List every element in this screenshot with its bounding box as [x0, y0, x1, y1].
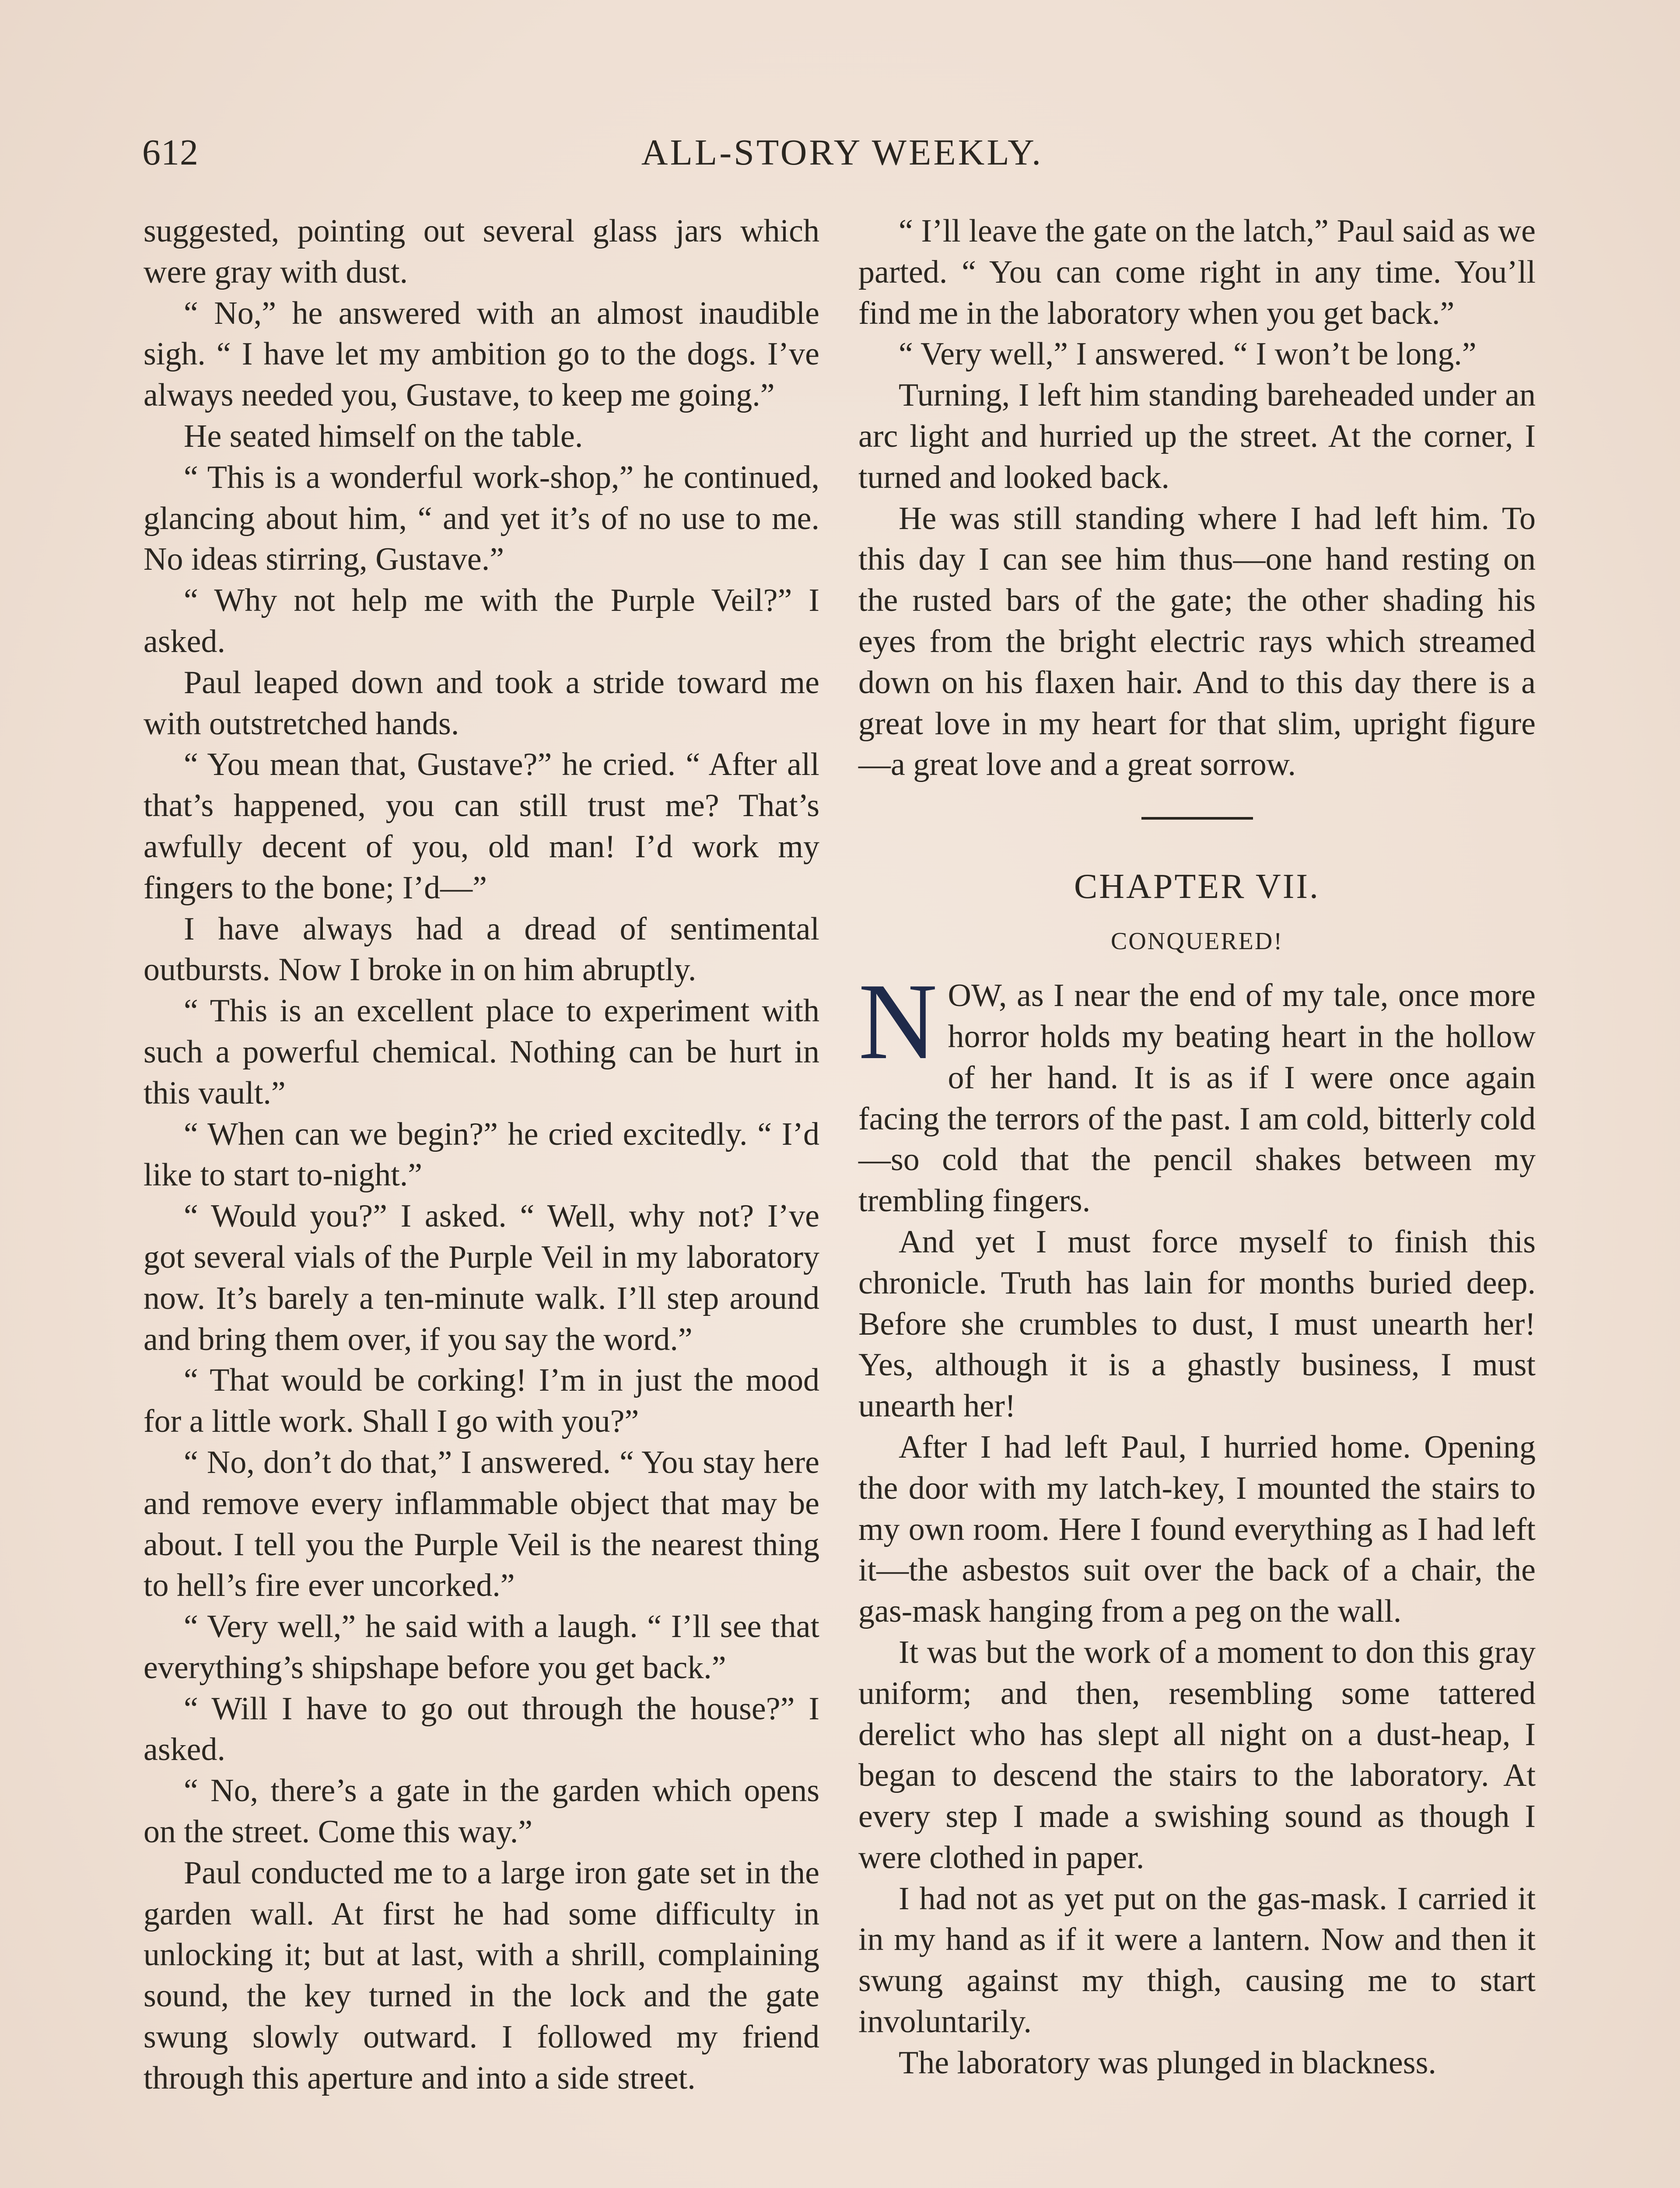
paragraph: “ No, there’s a gate in the garden which opens on the street. Come this way.” — [144, 1773, 819, 1850]
paragraph: “ This is an excellent place to experiment with such a powerful chemical. Nothing can be hurt in this vault.” — [144, 993, 819, 1111]
paragraph: “ When can we begin?” he cried excitedly. “ I’d like to start to-night.” — [144, 1116, 819, 1193]
page-number: 612 — [142, 132, 199, 173]
paragraph: Paul leaped down and took a stride toward me with outstretched hands. — [144, 664, 819, 742]
paragraph: “ Very well,” I answered. “ I won’t be long.” — [899, 336, 1477, 372]
page-header — [142, 131, 1542, 184]
paragraph: “ No, don’t do that,” I answered. “ You stay here and remove every inflammable object that may be about. I tell you the Purple Veil is the nearest thing to hell’s fire ever uncorked.” — [144, 1444, 819, 1604]
paragraph: “ I’ll leave the gate on the latch,” Paul said as we parted. “ You can come right in any time. You’ll find me in the laboratory when you get back.” — [858, 213, 1536, 331]
opening-text: OW, as I near the end of my tale, once more horror holds my beating heart in the hollow of her hand. It is as if I were once again facing the terrors of the past. I am cold, bitterly cold—so cold that the pencil shakes between my trembling fingers. — [858, 978, 1536, 1219]
left-column — [144, 211, 819, 2099]
paragraph: suggested, pointing out several glass jars which were gray with dust. — [144, 213, 819, 290]
paragraph: And yet I must force myself to finish this chronicle. Truth has lain for months buried deep. Before she crumbles to dust, I must unearth her! Yes, although it is a ghastly business, I must unearth her! — [858, 1224, 1536, 1424]
paragraph: “ Very well,” he said with a laugh. “ I’ll see that everything’s shipshape before you get back.” — [144, 1609, 819, 1686]
paragraph: Turning, I left him standing bareheaded under an arc light and hurried up the street. At the corner, I turned and looked back. — [858, 377, 1536, 495]
chapter-subtitle: CONQUERED! — [1111, 928, 1283, 955]
paragraph: “ That would be corking! I’m in just the mood for a little work. Shall I go with you?” — [144, 1362, 819, 1440]
paragraph: He was still standing where I had left him. To this day I can see him thus—one hand resting on the rusted bars of the gate; the other shading his eyes from the bright electric rays which streamed down on his flaxen hair. And to this day there is a great love in my heart for that slim, upright figure—a great love and a great sorrow. — [858, 500, 1536, 783]
paragraph: “ Will I have to go out through the house?” I asked. — [144, 1690, 819, 1768]
paragraph: The laboratory was plunged in blackness. — [899, 2044, 1436, 2081]
paragraph: Paul conducted me to a large iron gate set in the garden wall. At first he had some difficulty in unlocking it; but at last, with a shrill, complaining sound, the key turned in the lock and the gate swung slowly outward. I followed my friend through this aperture and into a side street. — [144, 1855, 819, 2096]
drop-cap: N — [858, 961, 938, 1083]
paragraph: “ No,” he answered with an almost inaudible sigh. “ I have let my ambition go to the dogs. I’ve always needed you, Gustave, to keep me going.” — [144, 295, 819, 414]
paragraph: “ Why not help me with the Purple Veil?” I asked. — [144, 582, 819, 659]
paragraph: He seated himself on the table. — [184, 418, 583, 454]
right-column — [858, 211, 1536, 2084]
paragraph: It was but the work of a moment to don this gray uniform; and then, resembling some tattered derelict who has slept all night on a dust-heap, I began to descend the stairs to the laboratory. At every step I made a swishing sound as though I were clothed in paper. — [858, 1634, 1536, 1876]
running-head: ALL-STORY WEEKLY. — [641, 132, 1043, 173]
paragraph: After I had left Paul, I hurried home. Opening the door with my latch-key, I mounted the stairs to my own room. Here I found everything as I had left it—the asbestos suit over the back of a chair, the gas-mask hanging from a peg on the wall. — [858, 1429, 1536, 1630]
paragraph: I had not as yet put on the gas-mask. I carried it in my hand as if it were a lantern. Now and then it swung against my thigh, causing me to start involuntarily. — [858, 1880, 1536, 2040]
section-divider — [1141, 817, 1253, 820]
chapter-title: CHAPTER VII. — [1074, 867, 1320, 906]
paragraph: “ This is a wonderful work-shop,” he continued, glancing about him, “ and yet it’s of no use to me. No ideas stirring, Gustave.” — [144, 459, 819, 578]
paragraph: “ You mean that, Gustave?” he cried. “ After all that’s happened, you can still trust me? That’s awfully decent of you, old man! I’d work my fingers to the bone; I’d—” — [144, 747, 819, 906]
paragraph: “ Would you?” I asked. “ Well, why not? I’ve got several vials of the Purple Veil in my laboratory now. It’s barely a ten-minute walk. I’ll step around and bring them over, if you say the word.” — [144, 1198, 819, 1357]
paragraph: I have always had a dread of sentimental outbursts. Now I broke in on him abruptly. — [144, 911, 819, 988]
chapter-opening-paragraph — [858, 961, 1536, 1222]
